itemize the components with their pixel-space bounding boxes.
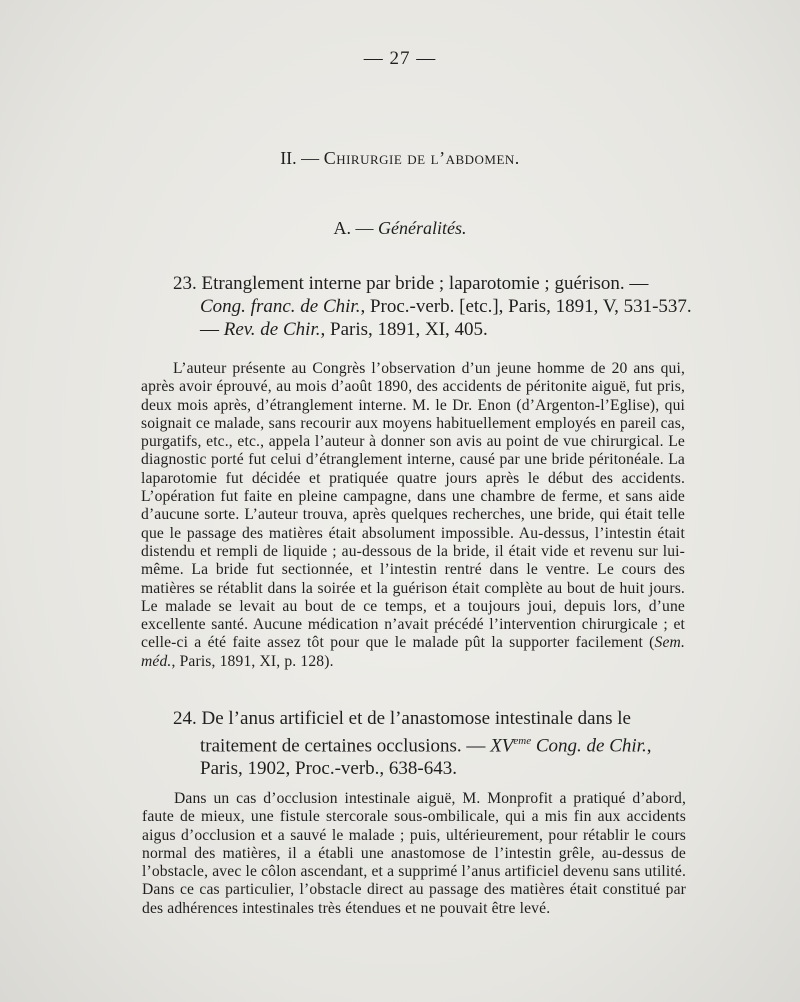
entry-23-title: Etranglement interne par bride ; laparotomie ; guérison. — (201, 273, 649, 294)
entry-24-source-title: Cong. de Chir. (535, 735, 647, 757)
entry-23-abstract-text: L’auteur présente au Congrès l’observation d’un jeune homme de 20 ans qui, après avoir éprouvé, au mois d’août 1890, des accidents de péritonite aiguë, fut pris, deux mois après, d’étranglement interne. M. le Dr. Enon (d’Argenton-l’Eglise), qui soignait ce malade, sans recourir aux moyens habituellement employés en pareil cas, purgatifs, etc., etc., appela l’auteur à donner son avis au point de vue chirurgical. Le diagnostic porté fut celui d’étranglement interne, causé par une bride péritonéale. La laparotomie fut décidée et pratiquée quatre jours après le début des accidents. L’opération fut faite en pleine campagne, dans une chambre de ferme, et sans aide d’aucune sorte. L’auteur trouva, après quelques recherches, une bride, qui était telle que le passage des matières était absolument impossible. Au-dessus, l’intestin était distendu et rempli de liquide ; au-dessous de la bride, il était vide et revenu sur lui-même. La bride fut sectionnée, et l’intestin rentré dans le ventre. Le cours des matières se rétablit dans la soirée et la guérison était complète au bout de huit jours. Le malade se levait au bout de ce temps, et a toujours joui, depuis lors, d’une excellente santé. Aucune médication n’avait précédé l’intervention chirurgicale ; et celle-ci a été faite assez tôt pour que le malade pût la supporter facilement ( (141, 360, 685, 652)
entry-23-heading (173, 272, 695, 341)
subsection-letter: A. — (333, 218, 374, 238)
entry-24-source-roman: XV (490, 735, 514, 757)
entry-24-abstract: Dans un cas d’occlusion intestinale aiguë, M. Monprofit a pratiqué d’abord, faute de mieux, une fistule stercorale sous-ombilicale, qui a mis fin aux accidents aigus d’occlusion et a sauvé le malade ; puis, ultérieurement, pour rétablir le cours normal des matières, il a établi une anastomose de l’intestin grêle, au-dessus de l’obstacle, avec le côlon ascendant, et a supprimé l’anus artificiel devenu sans utilité. Dans ce cas particulier, l’obstacle direct au passage des matières était constitué par des adhérences intestinales très étendues et ne pouvait être levé. (142, 790, 686, 917)
entry-23-abstract-citation: Sem. méd. (141, 634, 685, 670)
subsection-title-text: Généralités. (378, 218, 467, 238)
entry-23-number: 23. (173, 273, 197, 294)
entry-23-abstract (141, 360, 685, 671)
entry-24-heading (173, 707, 691, 780)
entry-23-source-2-title: Rev. de Chir. (223, 319, 321, 340)
entry-24-title: De l’anus artificiel et de l’anastomose intestinale dans le traitement de certaines occlusions. — (200, 708, 631, 757)
entry-23-abstract-citation-details: , Paris, 1891, XI, p. 128). (171, 652, 334, 670)
entry-23-source-1-title: Cong. franc. de Chir. (200, 296, 361, 317)
entry-23-source-1-details: , Proc.-verb. [etc.], Paris, 1891, V, 531-537. — (200, 296, 692, 340)
entry-24-source-details: , Paris, 1902, Proc.-verb., 638-643. (200, 735, 652, 780)
section-roman: II. — (280, 148, 320, 168)
entry-24-source-superscript: eme (513, 735, 532, 747)
page-number: — 27 — (363, 48, 437, 69)
section-heading (0, 148, 800, 169)
entry-23-source-2-details: , Paris, 1891, XI, 405. (320, 319, 488, 340)
section-title-text: Chirurgie de l’abdomen. (323, 148, 520, 168)
entry-24-number: 24. (173, 708, 197, 729)
subsection-heading (0, 218, 800, 239)
